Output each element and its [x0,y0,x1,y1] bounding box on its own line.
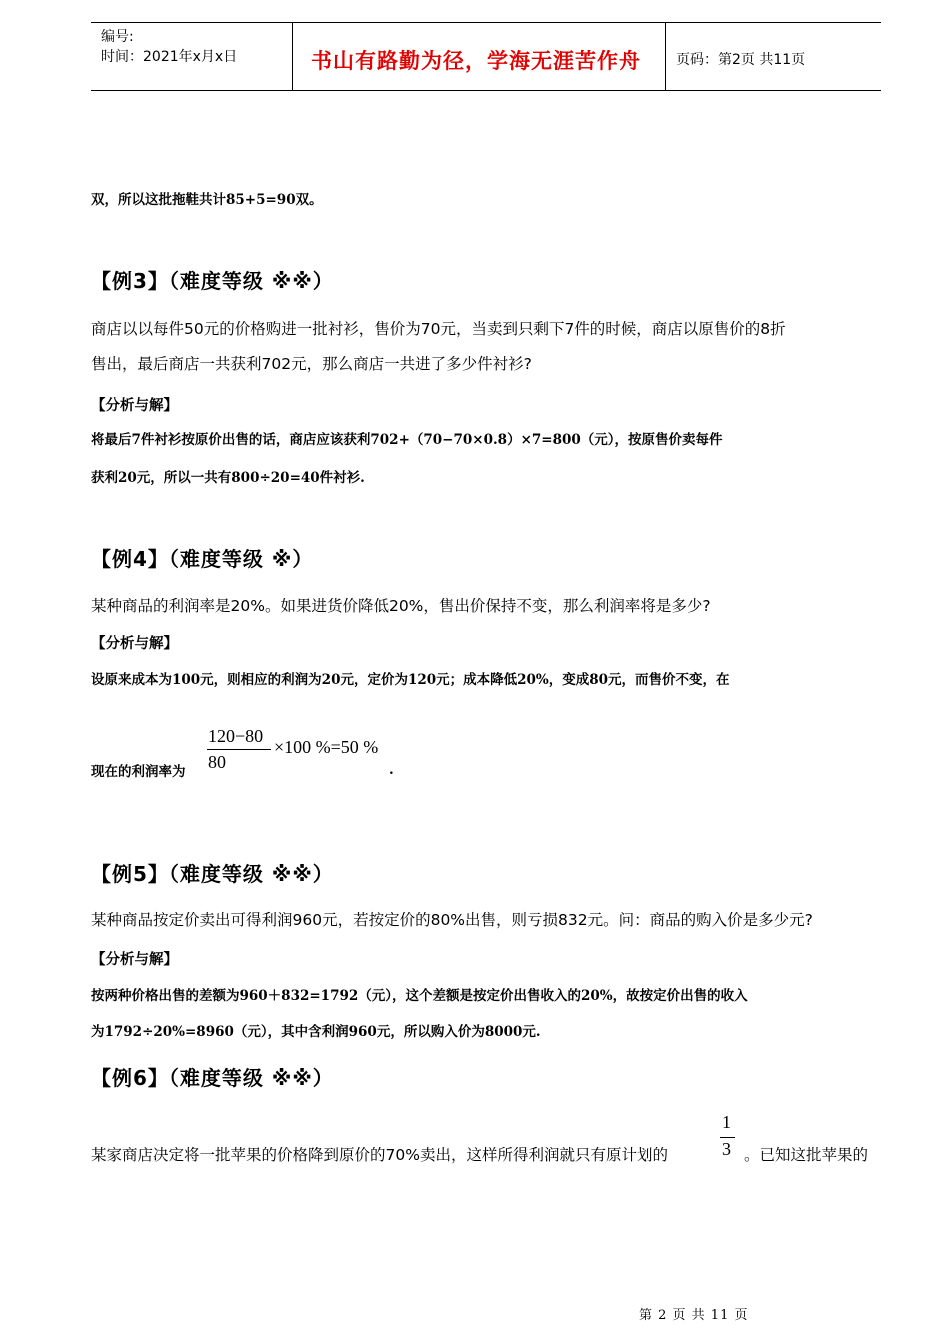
header-divider-right [665,22,666,90]
header-top-rule [91,22,881,23]
example-3-solution-line-1: 将最后7件衬衫按原价出售的话，商店应该获利702+（70−70×0.8）×7=800（元），按原售价卖每件 [91,432,723,448]
example-3-heading: 【例3】（难度等级 ※※） [91,269,334,293]
header-bottom-rule [91,90,881,91]
profit-rate-fraction-bar [207,749,271,750]
example-4-solution-end: . [389,762,394,778]
example-5-solution-line-1: 按两种价格出售的差额为960＋832=1792（元），这个差额是按定价出售收入的20%，故按定价出售的收入 [91,988,748,1004]
example-3-problem-line-1: 商店以以每件50元的价格购进一批衬衫，售价为70元，当卖到只剩下7件的时候，商店以原售价的8折 [91,320,786,338]
example-6-heading: 【例6】（难度等级 ※※） [91,1066,334,1090]
one-third-fraction-numerator: 1 [722,1112,731,1132]
example-5-analysis-label: 【分析与解】 [91,952,178,968]
example-4-solution-line-1: 设原来成本为100元，则相应的利润为20元，定价为120元；成本降低20%，变成80元，而售价不变，在 [91,672,730,688]
header-divider-left [292,22,293,90]
example-6-problem-after-fraction: 。已知这批苹果的 [744,1146,869,1164]
example-3-problem-line-2: 售出，最后商店一共获利702元，那么商店一共进了多少件衬衫? [91,355,532,373]
example-5-solution-line-2: 为1792÷20%=8960（元），其中含利润960元，所以购入价为8000元. [91,1024,541,1040]
example-4-problem-line-1: 某种商品的利润率是20%。如果进货价降低20%，售出价保持不变，那么利润率将是多少? [91,597,711,615]
profit-rate-formula-result: ×100 %=50 % [274,737,379,757]
profit-rate-formula-denominator: 80 [208,752,226,772]
example-5-problem-line-1: 某种商品按定价卖出可得利润960元，若按定价的80%出售，则亏损832元。问：商品的购入价是多少元? [91,911,813,929]
example-4-analysis-label: 【分析与解】 [91,636,178,652]
one-third-fraction-bar [720,1137,735,1138]
example-4-solution-prefix: 现在的利润率为 [91,764,186,780]
continued-solution-line: 双，所以这批拖鞋共计85+5=90双。 [91,192,323,208]
page-footer: 第 2 页 共 11 页 [639,1308,749,1323]
header-page-info: 页码：第2页 共11页 [676,52,806,68]
one-third-fraction-denominator: 3 [722,1139,731,1159]
example-3-solution-line-2: 获利20元，所以一共有800÷20=40件衬衫. [91,470,365,486]
example-3-analysis-label: 【分析与解】 [91,398,178,414]
serial-number-label: 编号: [101,29,134,45]
document-date: 时间：2021年x月x日 [101,49,238,65]
profit-rate-formula-numerator: 120−80 [208,726,264,746]
header-motto: 书山有路勤为径，学海无涯苦作舟 [311,49,641,73]
example-5-heading: 【例5】（难度等级 ※※） [91,862,334,886]
example-4-heading: 【例4】（难度等级 ※） [91,547,314,571]
example-6-problem-before-fraction: 某家商店决定将一批苹果的价格降到原价的70%卖出，这样所得利润就只有原计划的 [91,1146,668,1164]
